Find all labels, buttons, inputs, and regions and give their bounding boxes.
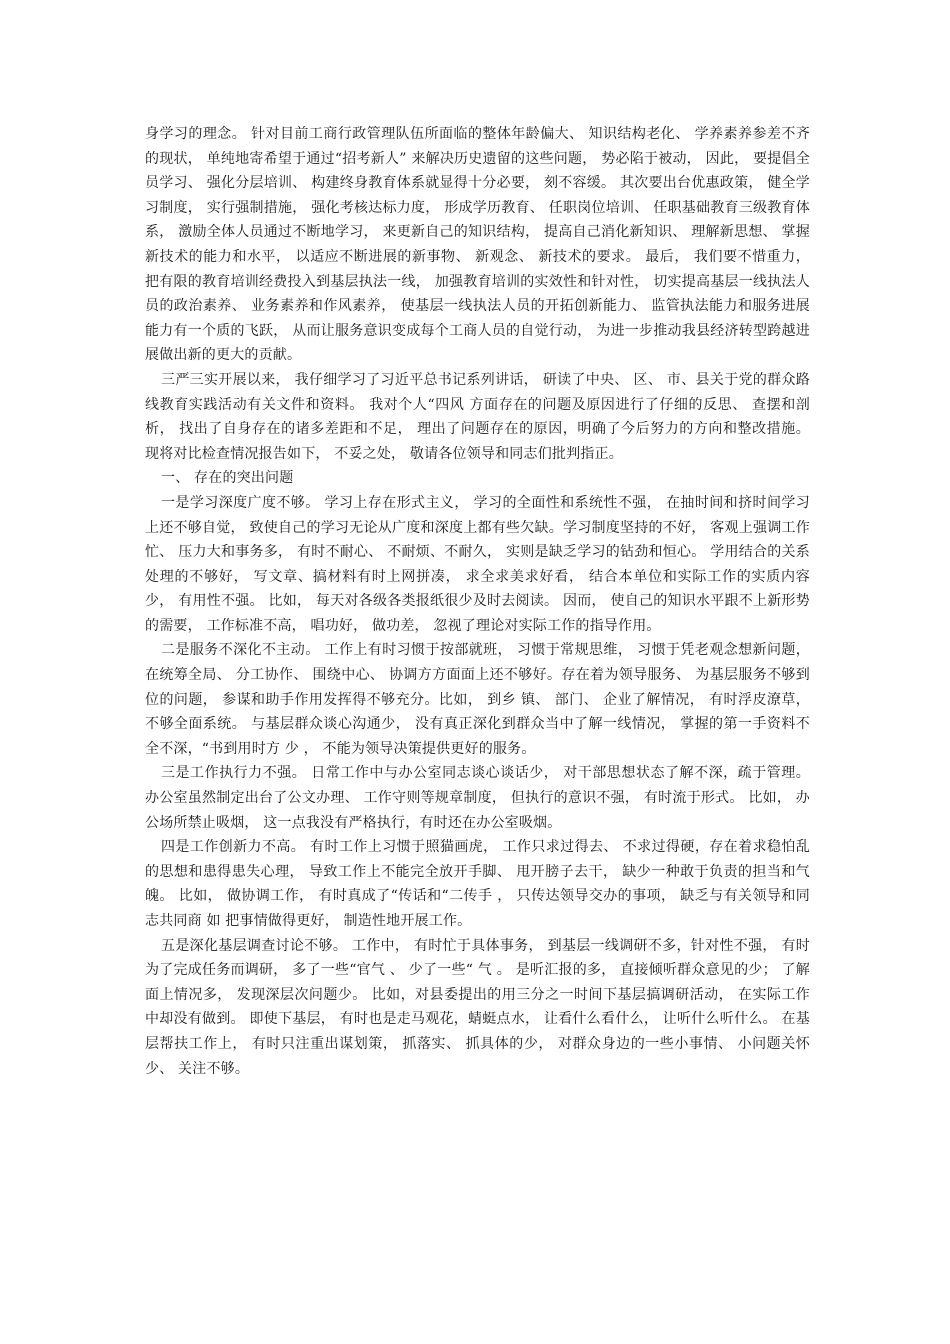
document-page: [145, 122, 810, 1081]
paragraph-continuation: 身学习的理念。 针对目前工商行政管理队伍所面临的整体年龄偏大、 知识结构老化、 学养素养参差不齐的现状， 单纯地寄希望于通过“招考新人” 来解决历史遗留的这些问题， 势必陷于被动， 因此， 要提倡全员学习、 强化分层培训、 构建终身教育体系就显得十分必要， 刻不容缓。 其次要出台优惠政策， 健全学习制度， 实行强制措施， 强化考核达标力度， 形成学历教育、 任职岗位培训、 任职基础教育三级教育体系， 激励全体人员通过不断地学习， 来更新自己的知识结构， 提高自己消化新知识、 理解新思想、 掌握新技术的能力和水平， 以适应不断进展的新事物、 新观念、 新技术的要求。 最后， 我们要不惜重力， 把有限的教育培训经费投入到基层执法一线， 加强教育培训的实效性和针对性， 切实提高基层一线执法人员的政治素养、 业务素养和作风素养， 使基层一线执法人员的开拓创新能力、 监管执法能力和服务进展能力有一个质的飞跃， 从而让服务意识变成每个工商人员的自觉行动， 为进一步推动我县经济转型跨越进展做出新的更大的贡献。: [145, 126, 810, 364]
paragraph-issue-3: 三是工作执行力不强。 日常工作中与办公室同志谈心谈话少， 对干部思想状态了解不深，疏于管理。 办公室虽然制定出台了公文办理、 工作守则等规章制度， 但执行的意识不强， 有时流于形式。 比如， 办公场所禁止吸烟， 这一点我没有严格执行，有时还在办公室吸烟。: [145, 765, 810, 831]
section-heading: 一、 存在的突出问题: [161, 470, 294, 487]
paragraph-intro: 三严三实开展以来， 我仔细学习了习近平总书记系列讲话， 研读了中央、 区、 市、县关于党的群众路线教育实践活动有关文件和资料。 我对个人“四风 方面存在的问题及原因进行了仔细的反思、 查摆和剖析， 找出了自身存在的诸多差距和不足， 理出了问题存在的原因，明确了今后努力的方向和整改措施。 现将对比检查情况报告如下， 不妥之处， 敬请各位领导和同志们批判指正。: [145, 371, 810, 462]
paragraph-issue-2: 二是服务不深化不主动。 工作上有时习惯于按部就班， 习惯于常规思维， 习惯于凭老观念想新问题， 在统筹全局、 分工协作、 围绕中心、 协调方方面面上还不够好。存在着为领导服务、 为基层服务不够到位的问题， 参谋和助手作用发挥得不够充分。比如， 到乡 镇、 部门、 企业了解情况， 有时浮皮潦草， 不够全面系统。 与基层群众谈心沟通少， 没有真正深化到群众当中了解一线情况， 掌握的第一手资料不全不深，“书到用时方 少 ， 不能为领导决策提供更好的服务。: [145, 642, 810, 757]
paragraph-issue-5: 五是深化基层调查讨论不够。 工作中， 有时忙于具体事务， 到基层一线调研不多，针对性不强， 有时为了完成任务而调研， 多了一些“官气 、 少了一些“ 气 。 是听汇报的多， 直接倾听群众意见的少； 了解面上情况多， 发现深层次问题少。 比如，对县委提出的用三分之一时间下基层搞调研活动， 在实际工作中却没有做到。 即使下基层， 有时也是走马观花，蜻蜓点水， 让看什么看什么， 让听什么听什么。 在基层帮扶工作上， 有时只注重出谋划策， 抓落实、 抓具体的少， 对群众身边的一些小事情、 小问题关怀少、 关注不够。: [145, 937, 810, 1077]
paragraph-issue-1: 一是学习深度广度不够。 学习上存在形式主义， 学习的全面性和系统性不强， 在抽时间和挤时间学习上还不够自觉， 致使自己的学习无论从广度和深度上都有些欠缺。学习制度坚持的不好， 客观上强调工作忙、 压力大和事务多， 有时不耐心、 不耐烦、不耐久， 实则是缺乏学习的钻劲和恒心。 学用结合的关系处理的不够好， 写文章、搞材料有时上网拼凑， 求全求美求好看， 结合本单位和实际工作的实质内容少， 有用性不强。 比如， 每天对各级各类报纸很少及时去阅读。 因而， 使自己的知识水平跟不上新形势的需要， 工作标准不高， 唱功好， 做功差， 忽视了理论对实际工作的指导作用。: [145, 494, 810, 634]
paragraph-issue-4: 四是工作创新力不高。 有时工作上习惯于照猫画虎， 工作只求过得去、 不求过得硬，存在着求稳怕乱的思想和患得患失心理， 导致工作上不能完全放开手脚、 甩开膀子去干， 缺少一种敢于负责的担当和气魄。 比如， 做协调工作， 有时真成了“传话和“二传手 ， 只传达领导交办的事项， 缺乏与有关领导和同志共同商 如 把事情做得更好， 制造性地开展工作。: [145, 839, 810, 929]
